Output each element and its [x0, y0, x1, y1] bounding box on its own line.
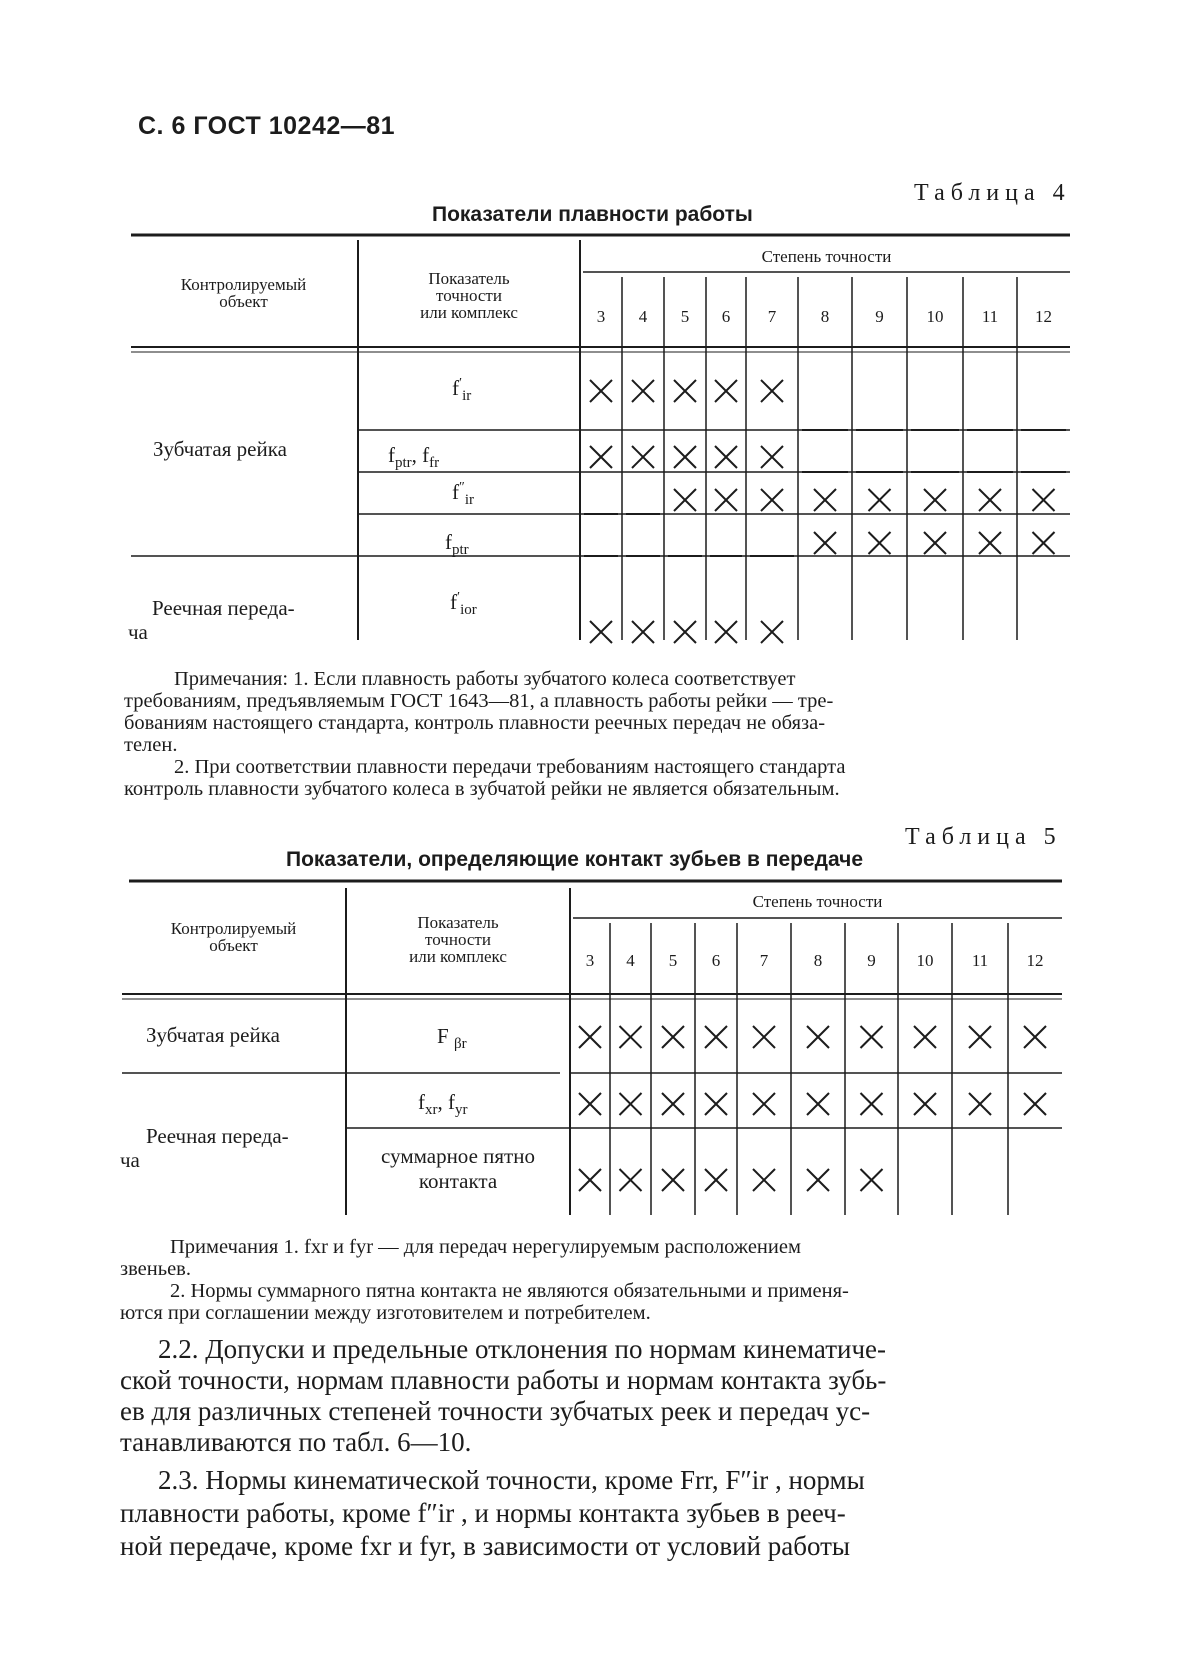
table5-col-indicator: Показатель точности или комплекс: [409, 913, 507, 966]
check-cross-mark: [1024, 1026, 1046, 1048]
table4-note-line: 2. При соответствии плавности передачи требованиям настоящего стандарта: [174, 756, 846, 778]
check-cross-mark: [1033, 532, 1055, 554]
check-cross-mark: [620, 1093, 642, 1115]
check-cross-mark: [807, 1093, 829, 1115]
table4-marks: [584, 380, 1066, 643]
check-cross-mark: [662, 1093, 684, 1115]
degree-label: 8: [813, 951, 823, 970]
table4-col-indicator: Показатель точности или комплекс: [420, 269, 518, 322]
table4-label: Таблица 4: [914, 180, 1071, 206]
check-cross-mark: [924, 489, 946, 511]
check-cross-mark: [914, 1026, 936, 1048]
check-cross-mark: [869, 532, 891, 554]
check-cross-mark: [761, 446, 783, 468]
table4-object-gear-line1: Реечная переда-: [152, 596, 295, 620]
table5-indicator-spot: суммарное пятно контакта: [381, 1144, 535, 1193]
table5-note-line: ются при соглашении между изготовителем и потребителем.: [120, 1302, 651, 1324]
check-cross-mark: [579, 1093, 601, 1115]
table4-col-object: Контролируемый объект: [180, 275, 307, 311]
check-cross-mark: [662, 1169, 684, 1191]
table4-indicator-fior: $f'_{ior}$: [450, 590, 477, 619]
table4-degree-labels: [597, 307, 1052, 326]
table4-object-gear-line2: ча: [128, 620, 148, 644]
check-cross-mark: [861, 1026, 883, 1048]
check-cross-mark: [914, 1093, 936, 1115]
check-cross-mark: [705, 1169, 727, 1191]
section-2-3-line: ной передаче, кроме fxr и fyr, в зависимости от условий работы: [120, 1531, 851, 1561]
degree-label: 8: [820, 307, 830, 326]
degree-label: 11: [981, 307, 999, 326]
check-cross-mark: [761, 489, 783, 511]
check-cross-mark: [761, 621, 783, 643]
degree-label: 10: [926, 307, 944, 326]
table4-indicator-fir2: $f''_{ir}$: [452, 480, 475, 509]
check-cross-mark: [590, 446, 612, 468]
check-cross-mark: [715, 621, 737, 643]
standard-number: ГОСТ 10242—81: [193, 112, 396, 140]
check-cross-mark: [969, 1026, 991, 1048]
check-cross-mark: [590, 380, 612, 402]
table4-indicator-fptr-ffr: $f_{ptr}$, $f_{fr}$: [388, 443, 440, 472]
table5-title: Показатели, определяющие контакт зубьев в передаче: [286, 848, 863, 871]
degree-label: 3: [585, 951, 595, 970]
table5-note-line: Примечания 1. fxr и fyr — для передач нерегулируемым расположением: [170, 1236, 801, 1258]
check-cross-mark: [807, 1026, 829, 1048]
check-cross-mark: [761, 380, 783, 402]
section-2-3: [120, 1464, 1065, 1563]
check-cross-mark: [705, 1026, 727, 1048]
check-cross-mark: [979, 489, 1001, 511]
section-2-2-line: ев для различных степеней точности зубчатых реек и передач ус-: [120, 1396, 871, 1426]
section-2-3-line: плавности работы, кроме f″ir , и нормы контакта зубьев в рееч-: [120, 1498, 846, 1528]
check-cross-mark: [715, 446, 737, 468]
check-cross-mark: [814, 532, 836, 554]
section-2-2: [120, 1334, 1065, 1458]
degree-label: 9: [875, 307, 884, 326]
section-2-2-line: 2.2. Допуски и предельные отклонения по нормам кинематиче-: [158, 1334, 887, 1364]
check-cross-mark: [590, 621, 612, 643]
degree-label: 12: [1035, 307, 1052, 326]
table5-object-gear-line2: ча: [120, 1148, 140, 1172]
degree-label: 4: [638, 307, 648, 326]
table4-note-line: Примечания: 1. Если плавность работы зубчатого колеса соответствует: [174, 668, 796, 690]
table5-notes: [120, 1236, 1065, 1324]
check-cross-mark: [753, 1093, 775, 1115]
table4-note-line: требованиям, предъявляемым ГОСТ 1643—81, а плавность работы рейки — тре-: [124, 690, 834, 712]
degree-label: 4: [626, 951, 635, 970]
table4-note-line: телен.: [124, 734, 178, 756]
section-2-2-line: ской точности, нормам плавности работы и нормам контакта зубь-: [120, 1365, 887, 1395]
table5-note-line: 2. Нормы суммарного пятна контакта не являются обязательными и применя-: [170, 1280, 849, 1302]
table4-note-line: бованиям настоящего стандарта, контроль плавности реечных передач не обяза-: [124, 712, 826, 734]
table5-indicator-fbr: F $_{\beta r}$: [437, 1024, 467, 1053]
table5-marks: [579, 1026, 1046, 1191]
table4-notes: [124, 668, 1064, 800]
check-cross-mark: [924, 532, 946, 554]
page-number: С. 6: [138, 112, 186, 140]
check-cross-mark: [620, 1169, 642, 1191]
table4-indicator-fir: $f'_{ir}$: [452, 376, 472, 405]
section-2-3-line: 2.3. Нормы кинематической точности, кроме Frr, F″ir , нормы: [158, 1465, 865, 1495]
table5-col-degree: Степень точности: [752, 892, 883, 911]
check-cross-mark: [814, 489, 836, 511]
check-cross-mark: [579, 1026, 601, 1048]
table5-label: Таблица 5: [905, 824, 1062, 850]
degree-label: 6: [721, 307, 731, 326]
degree-label: 5: [668, 951, 678, 970]
degree-label: 10: [916, 951, 934, 970]
check-cross-mark: [1024, 1093, 1046, 1115]
check-cross-mark: [979, 532, 1001, 554]
table5-object-rack: Зубчатая рейка: [146, 1023, 280, 1047]
table4-indicator-fptr: $f_{ptr}$: [445, 530, 469, 559]
check-cross-mark: [705, 1093, 727, 1115]
check-cross-mark: [674, 446, 696, 468]
check-cross-mark: [869, 489, 891, 511]
table4-object-rack: Зубчатая рейка: [153, 437, 287, 461]
check-cross-mark: [632, 446, 654, 468]
check-cross-mark: [969, 1093, 991, 1115]
degree-label: 7: [767, 307, 777, 326]
check-cross-mark: [674, 621, 696, 643]
table5-note-line: звеньев.: [120, 1258, 191, 1280]
table5-col-object: Контролируемый объект: [170, 919, 297, 955]
check-cross-mark: [861, 1093, 883, 1115]
check-cross-mark: [807, 1169, 829, 1191]
check-cross-mark: [579, 1169, 601, 1191]
degree-label: 6: [711, 951, 721, 970]
degree-label: 5: [680, 307, 690, 326]
check-cross-mark: [753, 1026, 775, 1048]
table4-col-degree: Степень точности: [761, 247, 892, 266]
table4-note-line: контроль плавности зубчатого колеса в зубчатой рейки не является обязательным.: [124, 778, 840, 800]
check-cross-mark: [662, 1026, 684, 1048]
table4-title: Показатели плавности работы: [432, 203, 753, 226]
check-cross-mark: [632, 621, 654, 643]
check-cross-mark: [715, 380, 737, 402]
check-cross-mark: [632, 380, 654, 402]
degree-label: 12: [1026, 951, 1044, 970]
check-cross-mark: [674, 489, 696, 511]
table5-degree-labels: [586, 951, 1044, 970]
degree-label: 7: [759, 951, 769, 970]
check-cross-mark: [1033, 489, 1055, 511]
check-cross-mark: [715, 489, 737, 511]
degree-label: 9: [867, 951, 876, 970]
check-cross-mark: [861, 1169, 883, 1191]
check-cross-mark: [753, 1169, 775, 1191]
table5-object-gear-line1: Реечная переда-: [146, 1124, 289, 1148]
section-2-2-line: танавливаются по табл. 6—10.: [120, 1427, 472, 1457]
check-cross-mark: [620, 1026, 642, 1048]
degree-label: 3: [596, 307, 606, 326]
table5-indicator-fxr-fyr: $f_{xr}$, $f_{yr}$: [418, 1090, 468, 1119]
check-cross-mark: [674, 380, 696, 402]
degree-label: 11: [971, 951, 989, 970]
